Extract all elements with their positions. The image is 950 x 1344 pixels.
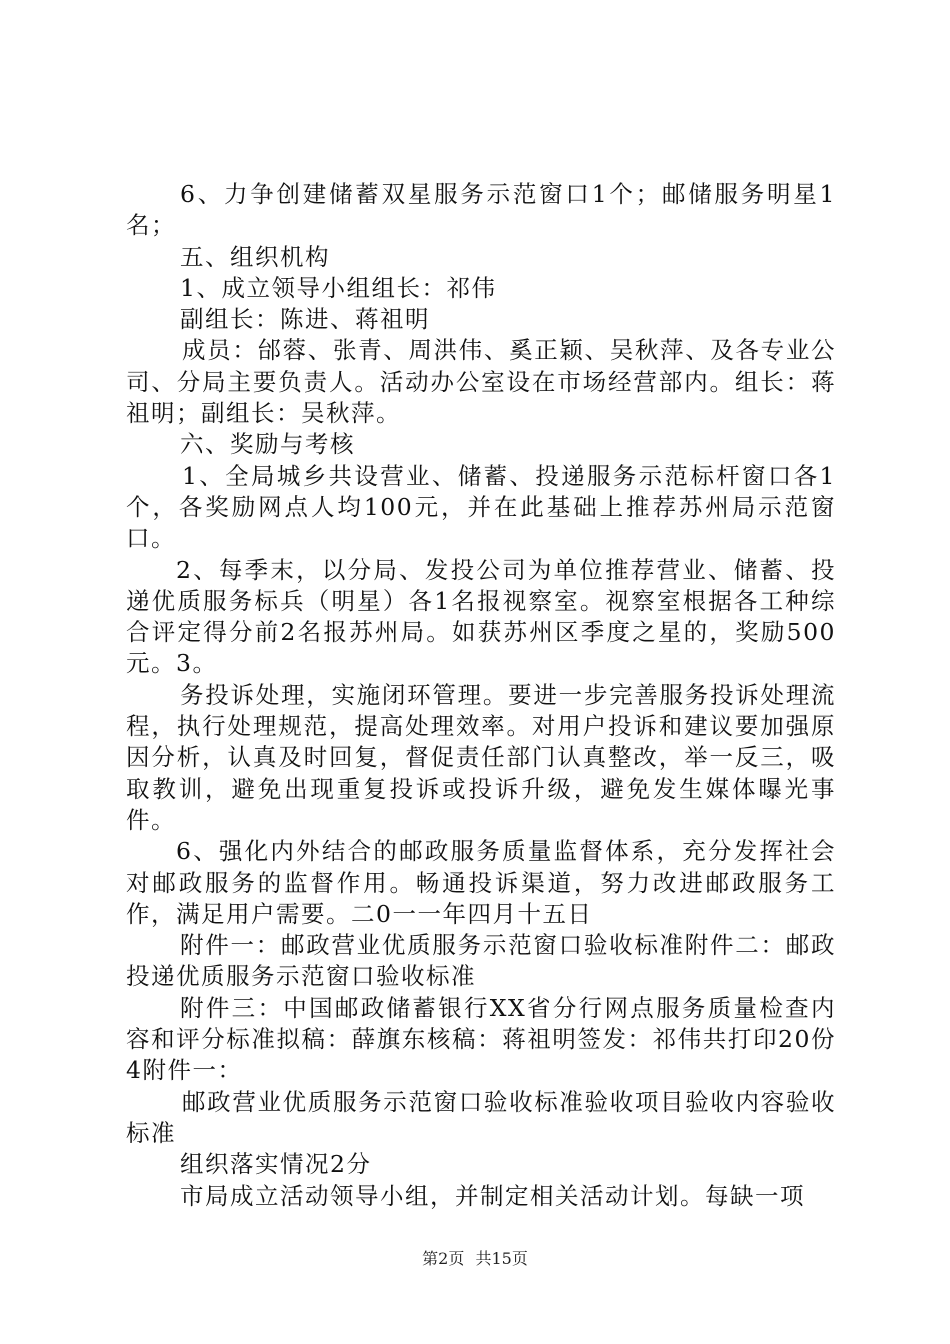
page-footer [0,1246,950,1269]
section-heading-organization: 五、组织机构 [180,242,330,271]
paragraph-supervision: 6、强化内外结合的邮政服务质量监督体系，充分发挥社会对邮政服务的监督作用。畅通投诉渠道，努力改进邮政服务工作，满足用户需要。二0一一年四月十五日 [126,837,836,928]
paragraph-attachments-1-2: 附件一：邮政营业优质服务示范窗口验收标准附件二：邮政投递优质服务示范窗口验收标准 [126,931,836,991]
paragraph-complaint-handling: 务投诉处理，实施闭环管理。要进一步完善服务投诉处理流程，执行处理规范，提高处理效率。对用户投诉和建议要加强原因分析，认真及时回复，督促责任部门认真整改，举一反三，吸取教训，避免出现重复投诉或投诉升级，避免发生媒体曝光事件。 [126,680,836,834]
paragraph-deputy-leader: 副组长：陈进、蒋祖明 [180,305,430,334]
page-number: 第2页 [422,1249,465,1268]
paragraph-reward-1: 1、全局城乡共设营业、储蓄、投递服务示范标杆窗口各1个，各奖励网点人均100元，并在此基础上推荐苏州局示范窗口。 [126,461,836,553]
paragraph-organization-score: 组织落实情况2分 [180,1150,372,1179]
paragraph-members: 成员：邰蓉、张青、周洪伟、奚正颖、吴秋萍、及各专业公司、分局主要负责人。活动办公室设在市场经营部内。组长：蒋祖明；副组长：吴秋萍。 [126,336,836,428]
paragraph-leadership-group: 市局成立活动领导小组，并制定相关活动计划。每缺一项 [180,1181,805,1210]
paragraph-goal-6: 6、力争创建储蓄双星服务示范窗口1个；邮储服务明星1名； [126,180,836,240]
page-total: 共15页 [475,1249,528,1268]
document-body [126,179,836,1212]
paragraph-attachment-3: 附件三：中国邮政储蓄银行XX省分行网点服务质量检查内容和评分标准拟稿：薛旗东核稿：蒋祖明签发：祁伟共打印20份4附件一： [126,993,836,1085]
paragraph-acceptance-standard: 邮政营业优质服务示范窗口验收标准验收项目验收内容验收标准 [126,1087,836,1147]
paragraph-leader: 1、成立领导小组组长：祁伟 [180,273,497,302]
section-heading-rewards: 六、奖励与考核 [180,430,355,459]
paragraph-reward-2: 2、每季末，以分局、发投公司为单位推荐营业、储蓄、投递优质服务标兵（明星）各1名报视察室。视察室根据各工种综合评定得分前2名报苏州局。如获苏州区季度之星的，奖励500元。3。 [126,555,836,678]
